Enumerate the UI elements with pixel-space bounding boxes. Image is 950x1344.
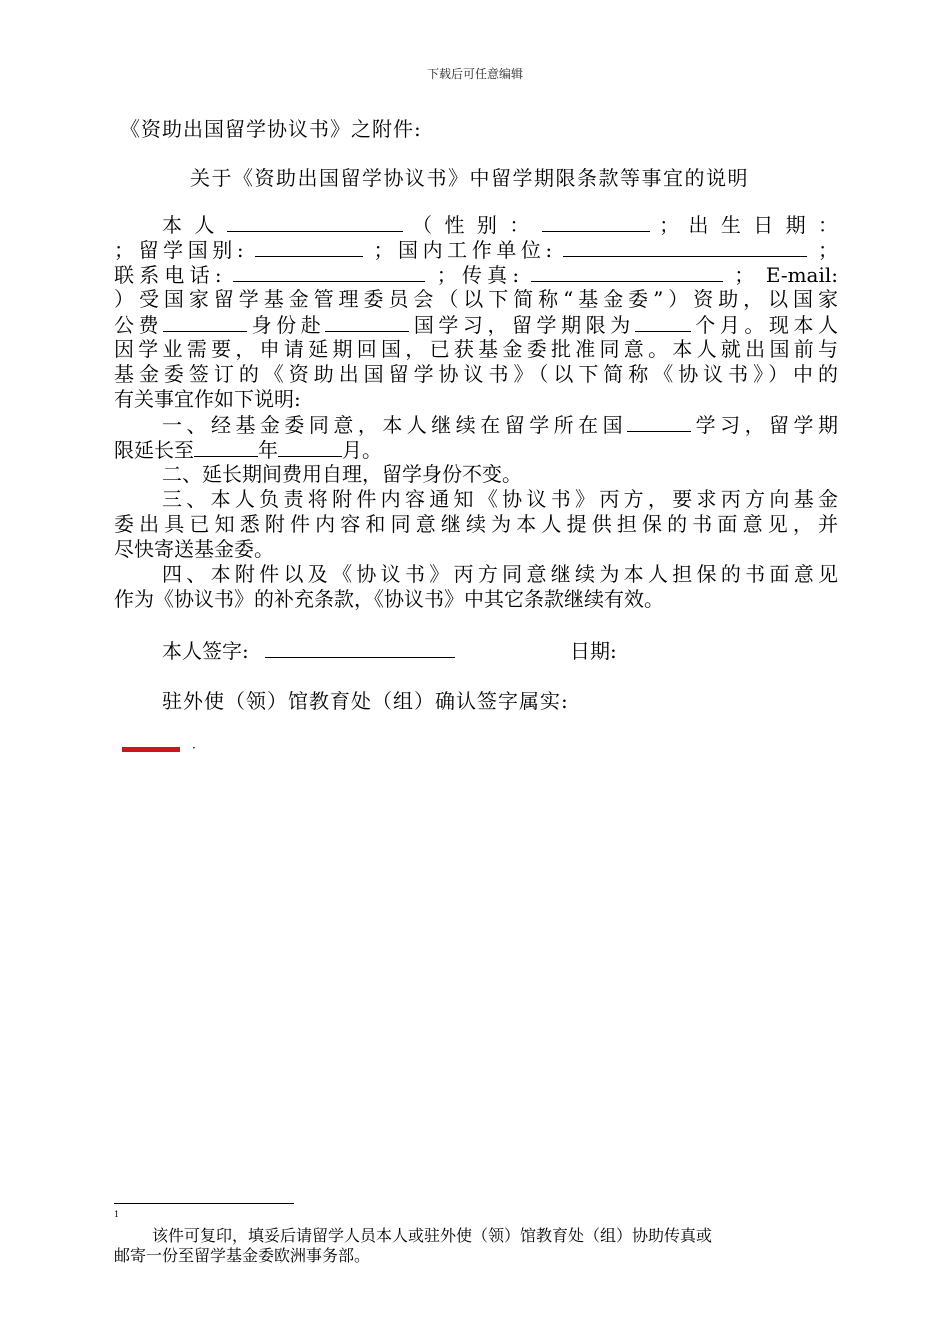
document-title: 关于《资助出国留学协议书》中留学期限条款等事宜的说明 <box>190 166 749 190</box>
name-label: 本 人 <box>162 213 218 237</box>
study-period-label: 国学习，留学期限为 <box>409 313 635 337</box>
study-country-blank <box>255 237 363 257</box>
line5-end: 个月。现本人 <box>690 313 839 337</box>
destination-blank <box>325 312 409 332</box>
signature-blank <box>265 638 455 658</box>
study-country-2-blank <box>627 412 691 432</box>
year-label: 年 <box>258 438 278 462</box>
body-line-8: 有关事宜作如下说明: <box>114 387 301 411</box>
body-line-7: 基金委签订的《资助出国留学协议书》（以下简称《协议书》）中的 <box>114 362 838 386</box>
item-4-line-2: 作为《协议书》的补充条款，《协议书》中其它条款继续有效。 <box>114 587 664 611</box>
page-header-note: 下载后可任意编辑 <box>426 67 523 81</box>
fax-label: ；传真: <box>436 263 520 287</box>
work-unit-label: ；国内工作单位: <box>373 238 553 262</box>
document-body <box>114 212 838 612</box>
gender-blank <box>542 212 650 232</box>
item-3-line-2: 委出具已知悉附件内容和同意继续为本人提供担保的书面意见，并 <box>114 512 838 536</box>
name-blank <box>227 212 403 232</box>
fax-blank <box>531 262 723 282</box>
body-line-5 <box>114 312 838 337</box>
footnote-marker: 1 <box>114 1210 120 1219</box>
phone-blank <box>233 262 425 282</box>
red-accent-bar <box>122 747 180 752</box>
email-label: ； E-mail: <box>734 263 838 287</box>
public-fund-label: 公费 <box>114 313 164 337</box>
phone-label: 联系电话: <box>114 263 222 287</box>
footnote-divider <box>114 1203 294 1204</box>
extend-label: 限延长至 <box>114 438 194 462</box>
item-1-line-1 <box>114 412 838 437</box>
signature-label: 本人签字: <box>162 639 249 663</box>
date-label: 日期: <box>570 639 617 663</box>
item-1-line-2 <box>114 437 838 462</box>
month-blank <box>278 437 342 457</box>
footnote-line-1: 该件可复印，填妥后请留学人员本人或驻外使（领）馆教育处（组）协助传真或 <box>152 1226 713 1245</box>
item-1-text-end: 学习，留学期 <box>691 413 839 437</box>
attachment-title: 《资助出国留学协议书》之附件: <box>120 117 422 141</box>
identity-label: 身份赴 <box>247 313 326 337</box>
month-label: 月。 <box>342 438 382 462</box>
body-line-2 <box>114 237 838 262</box>
line2-end: ； <box>818 238 839 262</box>
year-blank <box>194 437 258 457</box>
work-unit-blank <box>563 237 807 257</box>
item-1-text: 一、经基金委同意，本人继续在留学所在国 <box>162 413 628 437</box>
signature-row <box>162 638 822 664</box>
gender-label: （ 性 别 ： <box>412 213 533 237</box>
identity-blank <box>163 312 247 332</box>
footnote <box>114 1226 838 1266</box>
item-2: 二、延长期间费用自理，留学身份不变。 <box>162 462 522 486</box>
study-country-label: ；留学国别: <box>114 238 244 262</box>
body-line-3 <box>114 262 838 287</box>
item-3-line-3: 尽快寄送基金委。 <box>114 537 274 561</box>
body-line-4: ）受国家留学基金管理委员会（以下简称“基金委”）资助，以国家 <box>114 287 838 311</box>
item-4-line-1: 四、本附件以及《协议书》丙方同意继续为本人担保的书面意见 <box>162 562 838 586</box>
birthdate-label: ； 出 生 日 期 ： <box>659 213 839 237</box>
item-3-line-1: 三、本人负责将附件内容通知《协议书》丙方，要求丙方向基金 <box>162 487 838 511</box>
embassy-confirm-label: 驻外使（领）馆教育处（组）确认签字属实: <box>162 689 569 713</box>
body-line-1 <box>114 212 838 237</box>
footnote-line-2: 邮寄一份至留学基金委欧洲事务部。 <box>114 1246 371 1265</box>
dot-mark: · <box>192 741 196 755</box>
body-line-6: 因学业需要，申请延期回国，已获基金委批准同意。本人就出国前与 <box>114 337 838 361</box>
months-blank <box>635 312 691 332</box>
